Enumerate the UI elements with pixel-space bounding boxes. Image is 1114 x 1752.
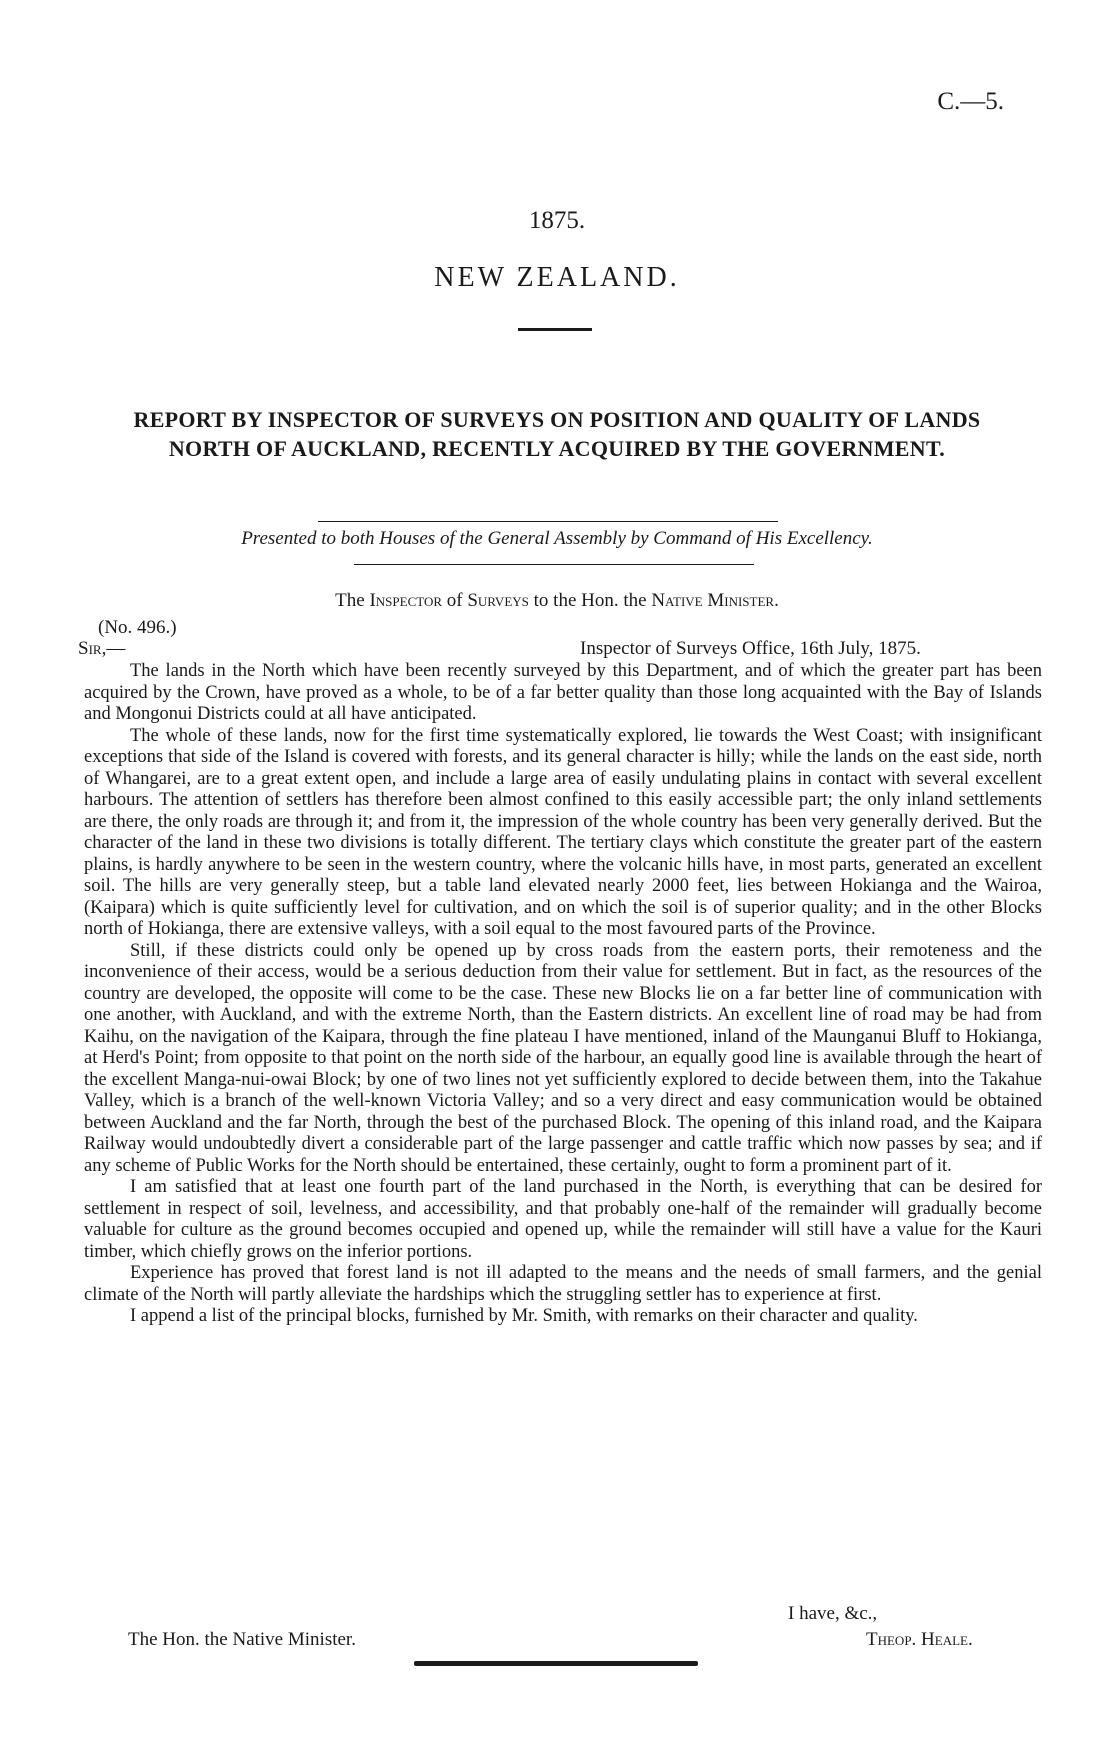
paragraph: I append a list of the principal blocks, furnished by Mr. Smith, with remarks on their character and quality.: [130, 1306, 918, 1326]
bottom-rule: [414, 1661, 698, 1666]
paragraph: Experience has proved that forest land is not ill adapted to the means and the needs of small farmers, and the genial climate of the North will partly alleviate the hardships which the struggling settler has to experience at first.: [84, 1263, 1042, 1305]
paragraph: Still, if these districts could only be opened up by cross roads from the eastern ports, their remoteness and the inconvenience of their access, would be a serious deduction from their value for settlement. But in fact, as the resources of the country are developed, the opposite will come to be the case. These new Blocks lie on a far better line of communication with one another, with Auckland, and with the extreme North, than the Eastern districts. An excellent line of road may be had from Kaihu, on the navigation of the Kaipara, through the fine plateau I have mentioned, inland of the Maunganui Bluff to Hokianga, at Herd's Point; from opposite to that point on the north side of the harbour, an equally good line is available through the heart of the excellent Manga-nui-owai Block; by one of two lines not yet sufficiently explored to decide between them, into the Takahue Valley, which is a branch of the well-known Victoria Valley; and so a very direct and easy communication would be obtained between Auckland and the far North, through the best of the purchased Block. The opening of this inland road, and the Kaipara Railway would undoubtedly divert a considerable part of the large passenger and cattle traffic which now passes by sea; and if any scheme of Public Works for the North should be entertained, these certainly, ought to form a prominent part of it.: [84, 940, 1042, 1176]
heading-word: The: [335, 590, 365, 611]
thin-rule-lower: [354, 564, 754, 565]
country-heading: NEW ZEALAND.: [434, 262, 680, 293]
heading-recipient: Native Minister.: [651, 590, 779, 611]
salutation: Sir,—: [78, 638, 126, 659]
letter-heading: [0, 590, 1114, 612]
heading-sender-2: Surveys: [467, 590, 529, 611]
dateline: Inspector of Surveys Office, 16th July, 1875.: [580, 638, 921, 659]
heading-word: to the Hon. the: [533, 590, 647, 611]
presented-note: Presented to both Houses of the General Assembly by Command of His Excellency.: [241, 528, 873, 549]
document-year: 1875.: [528, 207, 586, 234]
report-title: [60, 405, 1054, 463]
report-title-line-2: NORTH OF AUCKLAND, RECENTLY ACQUIRED BY THE GOVERNMENT.: [168, 436, 946, 461]
thin-rule-upper: [318, 521, 778, 522]
letter-number: (No. 496.): [98, 617, 177, 638]
closing: I have, &c.,: [788, 1603, 878, 1624]
top-rule: [518, 328, 592, 331]
heading-sender: Inspector: [369, 590, 443, 611]
paragraph: I am satisfied that at least one fourth part of the land purchased in the North, is everything that can be desired for settlement in respect of soil, levelness, and accessibility, and that probably one-half of the remainder will gradually become valuable for culture as the ground becomes occupied and opened up, while the remainder will still have a value for the Kauri timber, which chiefly grows on the inferior portions.: [84, 1177, 1042, 1262]
letter-body: [84, 661, 1042, 1328]
paragraph: The whole of these lands, now for the first time systematically explored, lie towards the West Coast; with insignificant exceptions that side of the Island is covered with forests, and its general character is hilly; while the lands on the east side, north of Whangarei, are to a great extent open, and include a large area of easily undulating plains in contact with several excellent harbours. The attention of settlers has therefore been almost confined to this easily accessible part; the only inland settlements are there, the only roads are through it; and from it, the impression of the whole country has been very generally derived. But the character of the land in these two divisions is totally different. The tertiary clays which constitute the greater part of the eastern plains, is hardly anywhere to be seen in the western country, where the volcanic hills have, in most parts, generated an excellent soil. The hills are very generally steep, but a table land elevated nearly 2000 feet, lies between Hokianga and the Wairoa, (Kaipara) which is quite sufficiently level for cultivation, and on which the soil is of superior quality; and in the other Blocks north of Hokianga, there are extensive valleys, with a soil equal to the most favoured parts of the Province.: [84, 725, 1042, 939]
report-title-line-1: REPORT BY INSPECTOR OF SURVEYS ON POSITION AND QUALITY OF LANDS: [133, 407, 981, 432]
paragraph: The lands in the North which have been recently surveyed by this Department, and of which the greater part has been acquired by the Crown, have proved as a whole, to be of a far better quality than those long acquainted with the Bay of Islands and Mongonui Districts could at all have anticipated.: [84, 661, 1042, 724]
signature: Theop. Heale.: [866, 1629, 973, 1650]
addressee: The Hon. the Native Minister.: [128, 1629, 356, 1650]
document-reference: C.—5.: [937, 88, 1004, 115]
heading-word: of: [446, 590, 463, 611]
